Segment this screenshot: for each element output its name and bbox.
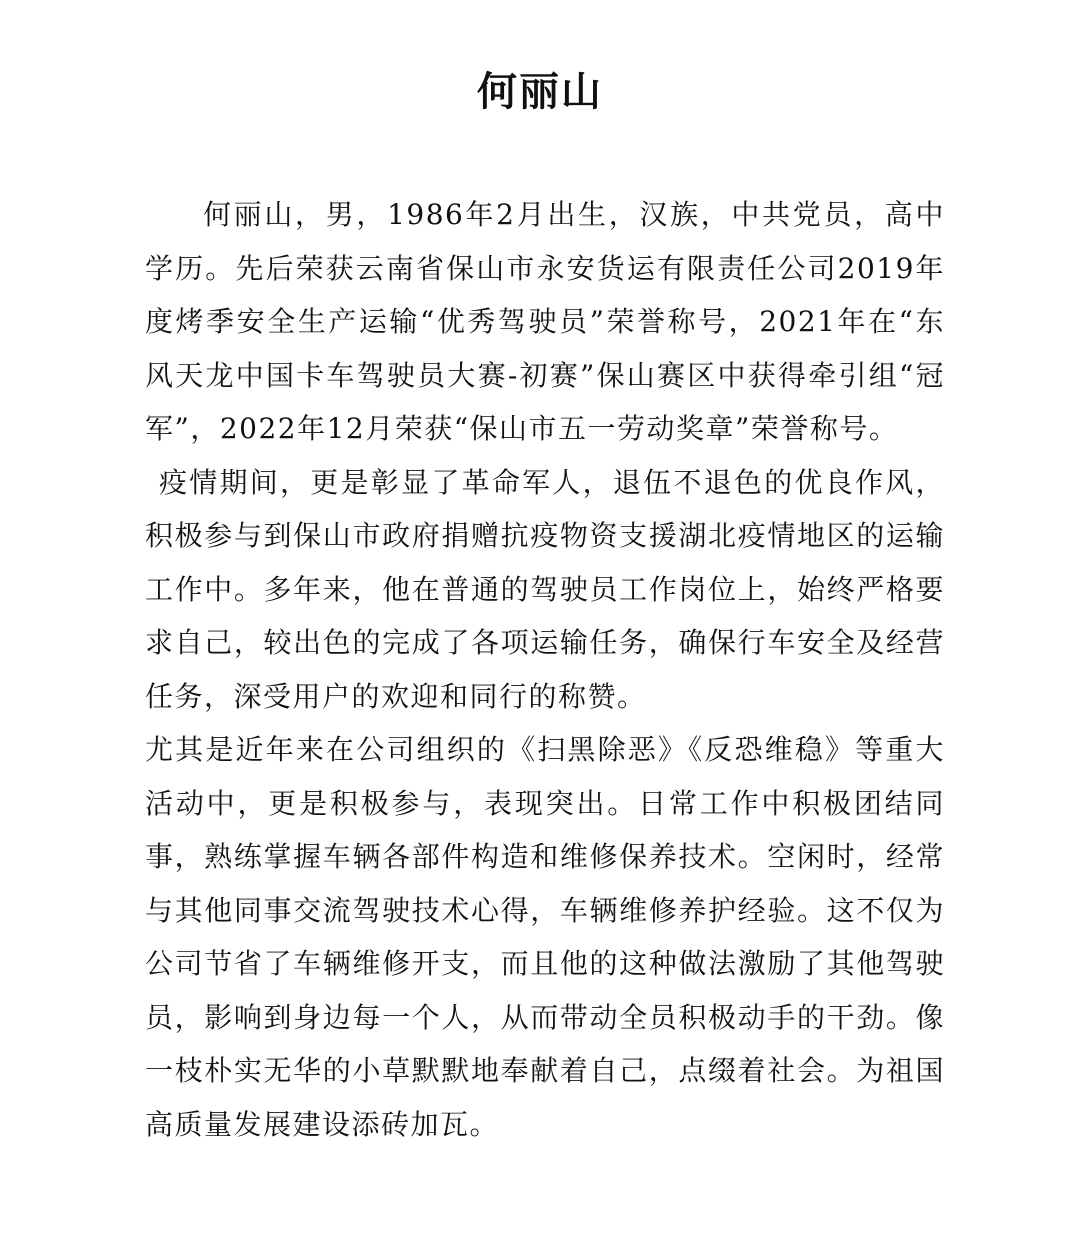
document-body [145,188,945,1151]
paragraph-biography: 何丽山，男，1986年2月出生，汉族，中共党员，高中学历。先后荣获云南省保山市永安货运有限责任公司2019年度烤季安全生产运输“优秀驾驶员”荣誉称号，2021年在“东风天龙中国卡车驾驶员大赛-初赛”保山赛区中获得牵引组“冠军”，2022年12月荣获“保山市五一劳动奖章”荣誉称号。 [145,198,945,445]
document-title: 何丽山 [477,69,603,115]
paragraph-company-activities: 尤其是近年来在公司组织的《扫黑除恶》《反恐维稳》等重大活动中，更是积极参与，表现突出。日常工作中积极团结同事，熟练掌握车辆各部件构造和维修保养技术。空闲时，经常与其他同事交流驾驶技术心得，车辆维修养护经验。这不仅为公司节省了车辆维修开支，而且他的这种做法激励了其他驾驶员，影响到身边每一个人，从而带动全员积极动手的干劲。像一枝朴实无华的小草默默地奉献着自己，点缀着社会。为祖国高质量发展建设添砖加瓦。 [145,733,945,1141]
paragraph-pandemic-service: 疫情期间，更是彰显了革命军人，退伍不退色的优良作风，积极参与到保山市政府捐赠抗疫物资支援湖北疫情地区的运输工作中。多年来，他在普通的驾驶员工作岗位上，始终严格要求自己，较出色的完成了各项运输任务，确保行车安全及经营任务，深受用户的欢迎和同行的称赞。 [145,465,945,713]
